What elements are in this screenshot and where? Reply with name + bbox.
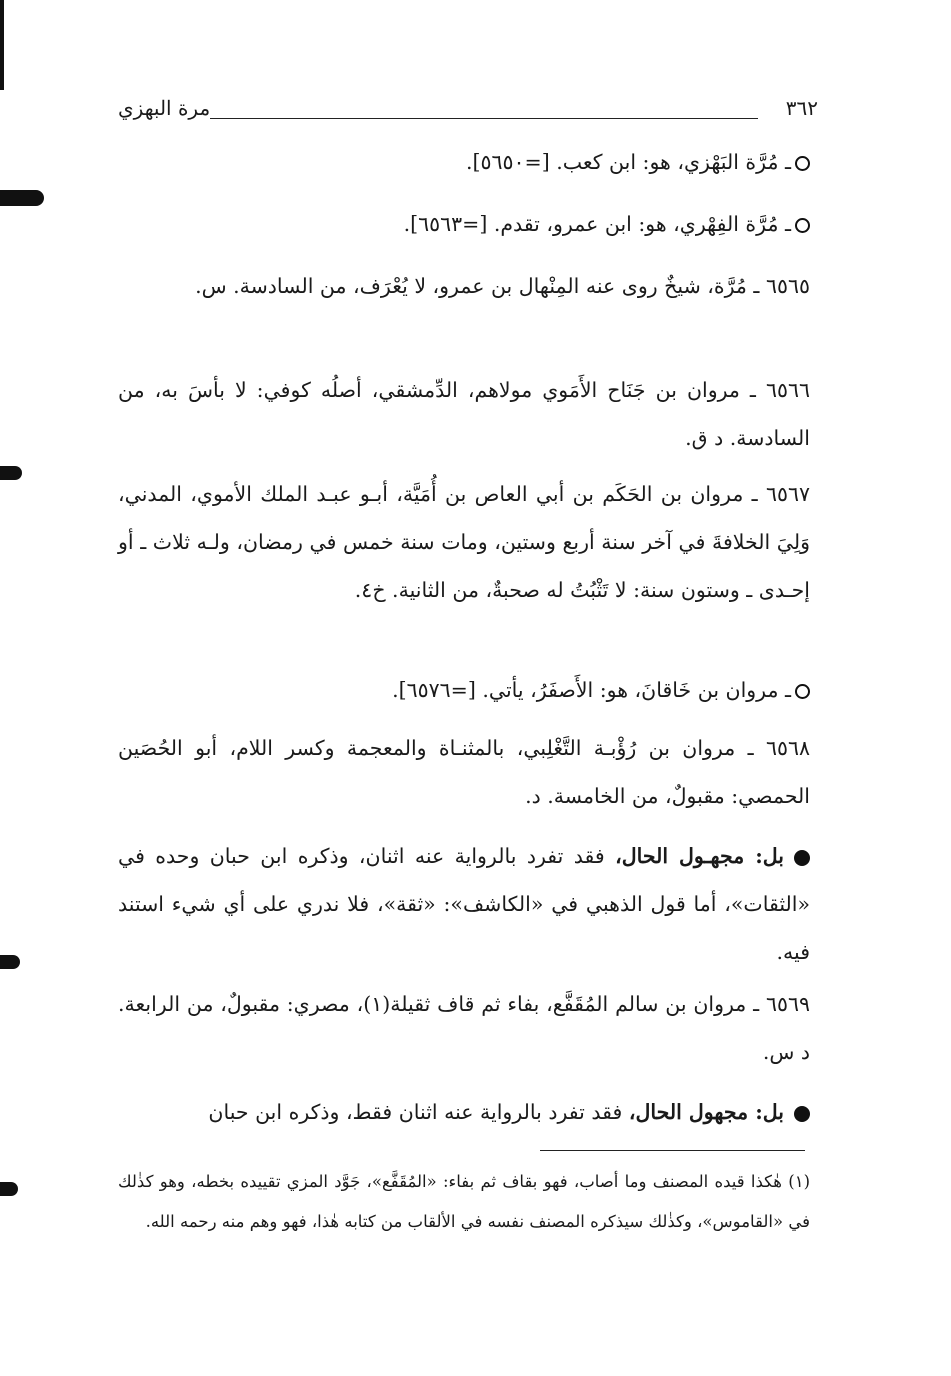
biography-entry: ٦٥٦٨ ـ مروان بن رُؤْبـة التَّغْلِبي، بالمثنـاة والمعجمة وكسر اللام، أبو الحُصَين الحمصي: مقبولٌ، من الخامسة. د. xyxy=(118,736,810,808)
scan-mark xyxy=(0,466,22,480)
footnote-rule xyxy=(540,1150,805,1151)
biography-entry: ٦٥٦٦ ـ مروان بن جَنَاح الأَمَوي مولاهم، الدِّمشقي، أصلُه كوفي: لا بأسَ به، من السادسة. د ق. xyxy=(118,378,810,450)
editor-note: بل: مجهول الحال، فقد تفرد بالرواية عنه اثنان فقط، وذكره ابن حبان xyxy=(118,1088,810,1136)
cross-reference: ـ مروان بن خَاقانَ، هو: الأَصفَرُ، يأتي. [=٦٥٧٦]. xyxy=(118,666,810,714)
ring-bullet-icon xyxy=(795,218,810,233)
cross-reference: ـ مُرَّة البَهْزي، هو: ابن كعب. [=٥٦٥٠]. xyxy=(118,138,810,186)
biography-entry: ٦٥٦٥ ـ مُرَّة، شيخٌ روى عنه المِنْهال بن عمرو، لا يُعْرَف، من السادسة. س. xyxy=(195,274,810,298)
running-title: مرة البهزي xyxy=(118,96,211,120)
page-number: ٣٦٢ xyxy=(785,96,818,120)
scan-edge-line xyxy=(0,0,4,90)
scan-mark xyxy=(0,190,44,206)
ring-bullet-icon xyxy=(795,684,810,699)
cross-reference: ـ مُرَّة الفِهْري، هو: ابن عمرو، تقدم. [=٦٥٦٣]. xyxy=(118,200,810,248)
scan-mark xyxy=(0,955,20,969)
bullet-dot-icon xyxy=(794,850,810,866)
ring-bullet-icon xyxy=(795,156,810,171)
editor-note: بل: مجهـول الحال، فقد تفرد بالرواية عنه اثنان، وذكره ابن حبان وحده في «الثقات»، أما قول الذهبي في «الكاشف»: «ثقة»، فلا ندري على أي شيء استند فيه. xyxy=(118,844,810,964)
footnote: (١) هٰكذا قيده المصنف وما أصاب، فهو بقاف ثم بفاء: «المُقَفَّع»، جَوَّد المزي تقييده بخطه، وهو كذٰلك في «القاموس»، وكذٰلك سيذكره المصنف نفسه في الألقاب من كتابه هٰذا، فهو وهم منه رحمه الله. xyxy=(118,1172,810,1231)
biography-entry: ٦٥٦٧ ـ مروان بن الحَكَم بن أبي العاص بن أُمَيَّة، أبـو عبـد الملك الأموي، المدني، وَلِيَ الخلافةَ في آخر سنة أربع وستين، ومات سنة خمس في رمضان، ولـه ثلاث ـ أو إحـدى ـ وستون سنة: لا تَثْبُتُ له صحبةٌ، من الثانية. خ٤. xyxy=(118,482,810,602)
header-rule xyxy=(210,118,758,119)
scan-mark xyxy=(0,1182,18,1196)
biography-entry: ٦٥٦٩ ـ مروان بن سالم المُقَفَّع، بفاء ثم قاف ثقيلة(١)، مصري: مقبولٌ، من الرابعة. د س. xyxy=(118,992,810,1064)
page-header xyxy=(118,96,818,130)
bullet-dot-icon xyxy=(794,1106,810,1122)
